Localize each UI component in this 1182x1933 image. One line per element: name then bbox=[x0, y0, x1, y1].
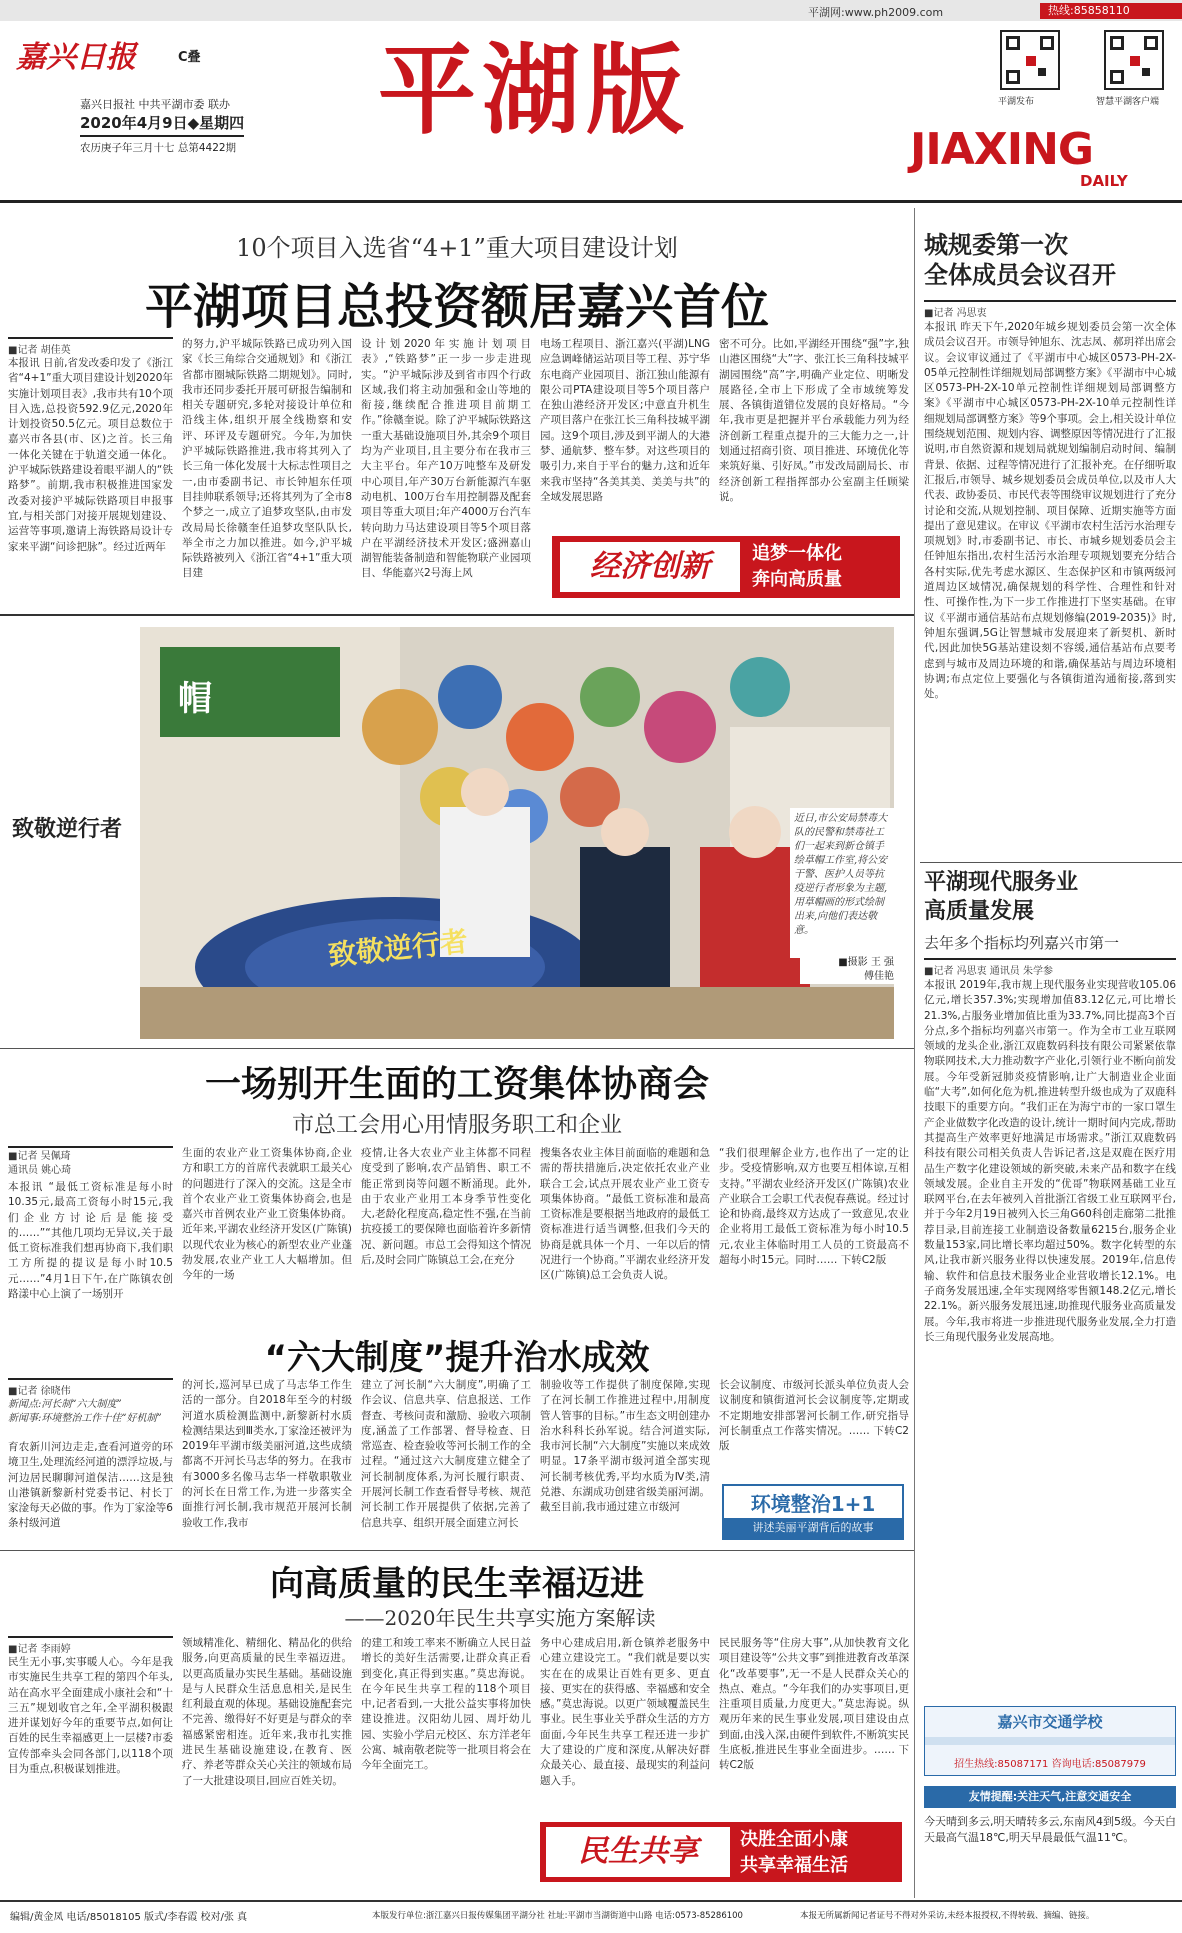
photo-credit: ■摄影 王 强 傅佳艳 bbox=[800, 956, 894, 984]
section-rule bbox=[0, 614, 914, 616]
edition-title: 平湖版 bbox=[378, 33, 691, 148]
environment-badge bbox=[722, 1484, 904, 1540]
wage-subhead: 市总工会用心用情服务职工和企业 bbox=[291, 1113, 622, 1138]
school-ad bbox=[924, 1706, 1176, 1776]
ad-title: 嘉兴市交通学校 bbox=[997, 1713, 1103, 1731]
edition-code: C叠 bbox=[178, 50, 201, 65]
life-column-4: 务中心建成启用,新仓镇养老服务中心建立建设完工。“我们就是要以实实在在的成果让百姓有更多、更直接、更实在的获得感、幸福感和安全感。”莫忠海说。以更广领域覆盖民生事业。民生事业关乎群众生活的方方面面,今年民生共享工程还进一步扩大了建设的广度和深度,从解决好群众最关心、最直接、最现实的利益问题入手。 bbox=[540, 1637, 710, 1787]
column-divider bbox=[914, 208, 915, 1898]
masthead-rule bbox=[0, 200, 1182, 203]
life-subhead: ——2020年民生共享实施方案解读 bbox=[344, 1606, 656, 1630]
issue-date: 2020年4月9日◆星期四 bbox=[80, 112, 244, 137]
water-column-3: 建立了河长制“六大制度”,明确了工作会议、信息共享、信息报送、工作督查、考核问责和激励、验收六项制度,涵盖了工作部署、督导检查、日常巡查、检查验收等河长制工作的全过程。“通过这六大制度建立健全了河长制制度体系,为河长履行职责、开展河长制工作查看督导考核、规范河长制工作开展提供了依据,完善了信息共享、组织开展全面建立河长 bbox=[361, 1379, 531, 1529]
website-text[interactable]: 平湖网:www.ph2009.com bbox=[808, 6, 944, 19]
footer-notice: 本报无所属新闻记者证号不得对外采访,未经本报授权,不得转载、摘编、链接。 bbox=[800, 1911, 1095, 1921]
weather-banner: 友情提醒:关注天气,注意交通安全 bbox=[924, 1786, 1176, 1808]
water-column-2: 的河长,巡河早已成了马志华工作生活的一部分。自2018年至今的村级河道水质检测监测中,新黎新村水质检测结果达到Ⅲ类水,丁家淦还被评为2019年平湖市级美丽河道,这些成绩都离不开河长马志华的努力。在我市有3000多名像马志华一样敬职敬业的河长在日常工作,为进一步落实全面推行河长制,我市规范开展河长制验收工作,我市 bbox=[182, 1379, 352, 1529]
footer-rule bbox=[0, 1900, 1182, 1902]
wage-column-4: 搜集各农业主体目前面临的难题和急需的帮扶措施后,决定依托农业产业联合工会,试点开展农业产业工资专项集体协商。“最低工资标准和最高工资标准是要根据当地政府的最低工资标准进行适当调整,但我们今天的协商是就具体一个月、一年以后的情况进行一个协商。”平湖农业经济开发区(广陈镇)总工会负责人说。 bbox=[540, 1147, 710, 1282]
lead-column-4: 电场工程项目、浙江嘉兴(平湖)LNG应急调峰储运站项目等工程、苏宁华东电商产业园项目、浙江独山能源有限公司PTA建设项目等5个项目落户在独山港经济开发区;中意直升机生产项目落户在张江长三角科技城平湖园。这9个项目,涉及到平湖人的大港梦、通航梦、整车梦。对这些项目的吸引力,来自于平台的魅力,这和近年来我市坚持“各美其美、美美与共”的全域发展思路 bbox=[540, 338, 710, 503]
ad-contact[interactable]: 招生热线:85087171 咨询电话:85087979 bbox=[954, 1759, 1146, 1770]
section-rule bbox=[0, 1550, 914, 1551]
life-column-5: 民民服务等“住房大事”,从加快教育文化项目建设等“公共文事”到推进教育改革深化“改革要事”,无一不是人民群众关心的热点、难点。“今年我们的办实事项目,更注重项目质量,力度更大。”莫忠海说。纵观历年来的民生事业发展,项目建设由点到面,由浅入深,由硬件到软件,不断筑实民生底板,推进民生事业全面进步。…… 下转C2版 bbox=[719, 1637, 909, 1772]
newspaper-logo: 嘉兴日报 bbox=[16, 40, 136, 75]
water-byline: ■记者 徐晓伟 bbox=[8, 1378, 173, 1397]
water-column-5: 长会议制度、市级河长派头单位负责人会议制度和镇街道河长会议制度等,定期或不定期地安排部署河长制工作,研究指导河长制重点工作落实情况。…… 下转C2版 bbox=[719, 1379, 909, 1453]
hat-text: 致敬逆行者 bbox=[326, 924, 470, 973]
section-rule bbox=[0, 1048, 914, 1049]
life-column-2: 领域精准化、精细化、精品化的供给服务,向更高质量的民生幸福迈进。以更高质量办实民生基础。基础设施是与人民群众生活息息相关,是民生红利最直观的体现。基础设施配套完不完善、缴得好不好更是与群众的幸福感紧密相连。近年来,我市扎实推进民生基础设施建设,在教育、医疗、养老等群众关心关注的领域布局了一大批建设项目,回应百姓关切。 bbox=[182, 1637, 352, 1787]
footer-address: 本版发行单位:浙江嘉兴日报传媒集团平湖分社 社址:平湖市当湖街道中山路 电话:0573-85286100 bbox=[372, 1911, 743, 1921]
banner-sub: 共享幸福生活 bbox=[740, 1855, 848, 1876]
wage-column-1: 本报讯 “最低工资标准是每小时10.35元,最高工资每小时15元,我们企业方讨论后是能接受的……”“其他几项均无异议,关于最低工资标准我们想再协商下,我们职工方所提的提议是每小时10.5元……”4月1日下午,在广陈镇农创路漾中心上演了一场别开 bbox=[8, 1181, 173, 1301]
lead-kicker: 10个项目入选省“4+1”重大项目建设计划 bbox=[236, 234, 678, 262]
story2-byline: ■记者 冯思衷 通讯员 朱学参 bbox=[924, 958, 1176, 977]
wage-column-5: “我们很理解企业方,也作出了一定的让步。受疫情影响,双方也要互相体谅,互相支持。”平湖农业经济开发区(广陈镇)农业产业联合工会职工代表倪春燕说。经过讨论和协商,最终双方达成了一致意见,农业企业将用工最低工资标准为每小时10.5元,农业主体临时用工人员的工资最高不超每小时15元。同时…… 下转C2版 bbox=[719, 1147, 909, 1267]
story1-byline: ■记者 冯思衷 bbox=[924, 300, 1176, 319]
lead-column-2: 的努力,沪平城际铁路已成功列入国家《长三角综合交通规划》和《浙江省都市圈城际铁路二期规划》。同时,我市还同步委托开展可研报告编制和相关专题研究,多轮对接设计单位和沿线主体,组织开展全线勘察和安评、环评及专题研究。今年,为加快沪平城际铁路推进,我市将其列入了长三角一体化发展十大标志性项目之一,由市委副书记、市长钟旭东任项目挂帅联系领导;还将其列为了全市8个梦之一,成立了追梦攻坚队,由市发改局局长徐赣奎任追梦攻坚队队长,举全市之力加以推进。如今,沪平城际铁路被列入《浙江省“4+1”重大项目建 bbox=[182, 338, 352, 580]
banner-main: 经济创新 bbox=[560, 542, 740, 592]
qr-code-icon bbox=[1000, 30, 1060, 90]
story2-headline: 平湖现代服务业 高质量发展 bbox=[924, 870, 1079, 924]
top-bar bbox=[0, 0, 1182, 21]
qr-label: 平湖发布 bbox=[998, 97, 1035, 107]
economy-banner bbox=[552, 536, 900, 598]
lead-column-1: 本报讯 日前,省发改委印发了《浙江省“4+1”重大项目建设计划2020年实施计划项目表》,我市共有10个项目入选,总投资592.9亿元,2020年计划投资50.5亿元。项目总数位于嘉兴市各县(市、区)之首。长三角一体化关键在于轨道交通一体化。沪平城际铁路建设着眼平湖人的“铁路梦”。前期,我市积极推进国家发改委对接沪平城际铁路项目申报事宜,与相关部门对接开展规划建设、运营等事项,邀请上海铁路局设计专家来平湖“问诊把脉”。经过近两年 bbox=[8, 357, 173, 553]
qr-label: 智慧平湖客户端 bbox=[1096, 97, 1160, 107]
life-headline: 向高质量的民生幸福迈进 bbox=[270, 1564, 644, 1604]
badge-sub: 讲述美丽平湖背后的故事 bbox=[724, 1518, 902, 1538]
banner-main: 民生共享 bbox=[546, 1827, 730, 1877]
badge-title: 环境整治1+1 bbox=[750, 1492, 876, 1516]
hotline-badge: 热线:85858110 bbox=[1040, 3, 1182, 19]
livelihood-banner bbox=[540, 1822, 902, 1882]
wage-column-3: 疫情,让各大农业产业主体都不同程度受到了影响,农产品销售、职工不能正常到岗等问题不断涌现。此外,由于农业产业用工本身季节性变化大,老龄化程度高,稳定性不强,在当前抗疫援工的要保障也面临着许多新情况、新问题。市总工会得知这个情况后,及时会同广陈镇总工会,在充分 bbox=[361, 1147, 531, 1267]
story2-body: 本报讯 2019年,我市规上现代服务业实现营收105.06亿元,增长357.3%;实现增加值83.12亿元,可比增长21.3%,占服务业增加值比重为33.7%,同比提高3个百分点,多个指标均列嘉兴市第一。作为全市工业互联网领域的龙头企业,浙江双鹿数码科技有限公司紧紧依靠物联网技术,大力推动数字产业化,引领行业不断向前发展。今年受新冠肺炎疫情影响,让广大制造业企业面临“大考”,如何化危为机,推进转型升级也成为了双鹿科技眼下的重要方向。“我们正在为海宁市的一家口罩生产企业做数字化改造的设计,统计一期时间内完成,帮助其提高生产效率更好地满足市场需求。”浙江双鹿数码科技有限公司相关负责人告诉记者,这是双鹿在医疗用品生产数字化建设领域的新突破,未来产品和数字在线领域发展。企业自主开发的“优哥”物联网基础工业互联网平台,在去年被列入首批浙江省级工业互联网平台,并于今年2月19日被列入长三角G60科创走廊第二批推荐目录,目前连接工业制造设备数量6215台,服务企业数量153家,同比增长率均超过50%。数字化转型的东风,让我市新兴服务业得以快速发展。2019年,信息传输、软件和信息技术服务业企业营收增长12.1%。电子商务发展迅速,全年实现网络零售额148.2亿元,增长22.1%。新兴服务发展迅速,助推现代服务业高质量发展。今年,我市将进一步推进现代服务业发展,全力打造长三角现代服务业发展高地。 bbox=[924, 979, 1176, 1343]
life-column-1: 民生无小事,实事暖人心。今年是我市实施民生共享工程的第四个年头,站在高水平全面建成小康社会和“十三五”规划收官之年,全平湖积极跟进并谋划好今年的重要节点,如何让百姓的民生幸福感更上一层楼?市委宣传部牵头会同各部门,以118个项目为重点,积极谋划推进。 bbox=[8, 1656, 173, 1776]
photo-caption: 近日,市公安局禁毒大队的民警和禁毒社工们一起来到新仓镇手绘草帽工作室,将公安干警、医护人员等抗疫逆行者形象为主题,用草帽画的形式绘制出来,向他们表达敬意。 bbox=[790, 808, 894, 958]
daily-wordmark: DAILY bbox=[1080, 172, 1128, 190]
water-headline: “六大制度”提升治水成效 bbox=[264, 1338, 650, 1378]
wage-headline: 一场别开生面的工资集体协商会 bbox=[204, 1064, 709, 1105]
water-column-1: 育农新川河边走走,查看河道旁的环境卫生,处理流经河道的漂浮垃圾,与河边居民聊聊河道保洁……这是独山港镇新黎新村党委书记、村长丁家淦每天必做的事。作为丁家淦等6条村级河道 bbox=[8, 1441, 173, 1530]
weather-body: 今天晴到多云,明天晴转多云,东南风4到5级。今天白天最高气温18℃,明天早晨最低气温11℃。 bbox=[924, 1815, 1176, 1844]
story1-body: 本报讯 昨天下午,2020年城乡规划委员会第一次全体成员会议召开。市领导钟旭东、沈志凤、郝玥祥出席会议。会议审议通过了《平湖市中心城区0573-PH-2X-05单元控制性详细规划局部调整方案》《平湖市中心城区0573-PH-2X-10单元控制性详细规划局部调整方案》《平湖市中心城区0573-PH-2X-10单元控制性详细规划局部调整方案》等9个事项。会上,相关设计单位围绕规划范围、规划内容、调整原因等情况进行了汇报说明,市自然资源和规划局就规划编制启动时间、编制背景、依据、过程等情况进行了汇报补充。在仔细听取汇报后,市领导、城乡规划委员会成员单位,以及市人大代表、政协委员、市民代表等围绕审议规划进行了充分讨论和交流,从规划控制、项目保障、近期实施等方面提出了意见建议。在审议《平湖市农村生活污水治理专项规划》时,市委副书记、市长、市城乡规划委员会主任钟旭东指出,农村生活污水治理专项规划要充分结合各村实际,优先考虑水源区、生态保护区和市镇两级河道周边区域情况,确保规划的科学性、合理性和针对性、可操作性,为下一步工作推进打下坚实基础。在审议《平湖市通信基站布点规划修编(2019-2035)》时,钟旭东强调,5G让智慧城市发展迎来了新契机、新时代,因此加快5G基站建设刻不容缓,通信基站布点要考虑到与城市及周边环境的和谐,确保基站与周边环境相协调;布点定位上要强化与各镇街道沟通衔接,落到实处。 bbox=[924, 321, 1176, 701]
lead-headline: 平湖项目总投资额居嘉兴首位 bbox=[144, 279, 769, 335]
water-lead-note: 新闻点:河长制“六大制度” 新闻事:环境整治工作十佳“好机制” bbox=[8, 1399, 162, 1424]
workshop-sign: 帽 bbox=[178, 679, 212, 719]
jiaxing-wordmark: JIAXING bbox=[910, 124, 1094, 175]
sponsor-line: 嘉兴日报社 中共平湖市委 联办 bbox=[80, 98, 230, 111]
wage-column-2: 生面的农业产业工资集体协商,企业方和职工方的首席代表就职工最关心的问题进行了深入的交流。这是全市首个农业产业工资集体协商会,也是嘉兴市首例农业产业工资集体协商。近年来,平湖农业经济开发区(广陈镇)以现代农业为核心的新型农业产业蓬勃发展,农业产业工人大幅增加。但今年的一场 bbox=[182, 1147, 352, 1282]
banner-sub: 追梦一体化 bbox=[752, 543, 842, 564]
footer-editors: 编辑/黄金凤 电话/85018105 版式/李春霞 校对/张 真 bbox=[10, 1912, 248, 1923]
banner-sub: 决胜全面小康 bbox=[740, 1829, 848, 1850]
life-column-3: 的建工和竣工率来不断确立人民日益增长的美好生活需要,让群众真正看到变化,真正得到实惠。”莫忠海说。在今年民生共享工程的118个项目中,记者看到,一大批公益实事将加快建设推进。汉阳幼儿园、周圩幼儿园、实验小学启元校区、东方洋老年公寓、城南敬老院等一批项目将会在今年全面完工。 bbox=[361, 1637, 531, 1772]
water-column-4: 制验收等工作提供了制度保障,实现了在河长制工作推进过程中,用制度管人管事的目标。”市生态文明创建办治水科科长孙军说。结合河道实际,我市河长制“六大制度”实施以来成效明显。17条平湖市级河道全部实现河长制考核优秀,平均水质为Ⅳ类,清兑港、东湖成功创建省级美丽河湖。截至目前,我市通过建立市级河 bbox=[540, 1379, 710, 1514]
news-photo bbox=[140, 627, 894, 1039]
lead-byline: ■记者 胡佳英 bbox=[8, 337, 173, 356]
life-byline: ■记者 李雨婷 bbox=[8, 1636, 173, 1655]
wage-byline: ■记者 吴佩琦 通讯员 姚心琦 bbox=[8, 1146, 173, 1178]
qr-code-icon bbox=[1104, 30, 1164, 90]
section-rule bbox=[920, 862, 1182, 863]
banner-sub: 奔向高质量 bbox=[752, 569, 842, 590]
photo-side-title: 致敬逆行者 bbox=[12, 817, 123, 842]
lead-column-3: 设计划2020年实施计划项目表》,“铁路梦”正一步一步走进现实。“沪平城际涉及到省市四个行政区域,我们将主动加强和金山等地的衔接,继续配合推进项目前期工作。”徐赣奎说。除了沪平城际铁路这一重大基础设施项目外,其余9个项目均为产业项目,且主要分布在我市三大主平台。年产10万吨整车及研发中心项目,年产30万台新能源汽车驱动电机、100万台车用控制器及配套项目等重大项目;年产4000万台汽车转向助力马达建设项目等5个项目落户在平湖经济技术开发区;盛洲嘉山湖智能装备制造和智能物联产业园项目、华能嘉兴2号海上风 bbox=[361, 338, 531, 580]
story2-subhead: 去年多个指标均列嘉兴市第一 bbox=[924, 934, 1120, 952]
lunar-date: 农历庚子年三月十七 总第4422期 bbox=[80, 142, 237, 154]
lead-column-5: 密不可分。比如,平湖经开围绕“强”字,独山港区围绕“大”字、张江长三角科技城平湖园围绕“高”字,明确产业定位、明晰发展路径,全市上下形成了全市域统筹发展、各镇街道错位发展的良好格局。“今年,我市更是把握并平台承载能力列为经济创新工程重点提升的三大能力之一,计划通过招商引资、项目推进、环境优化等来筑好巢、引好凤。”市发改局副局长、市经济创新工程指挥部办公室副主任顾梁说。 bbox=[719, 338, 909, 503]
story1-headline: 城规委第一次 全体成员会议召开 bbox=[924, 231, 1116, 289]
